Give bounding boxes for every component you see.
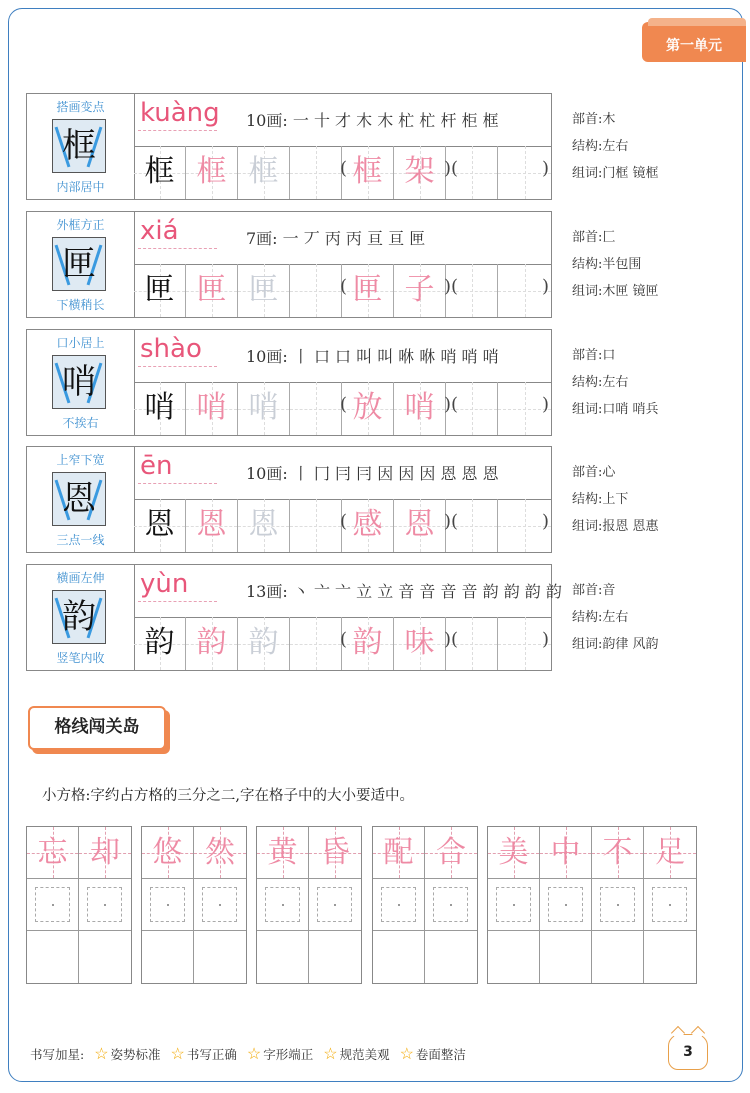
word-char-cell <box>309 827 361 879</box>
writing-cell[interactable] <box>394 146 446 199</box>
char-info <box>572 106 659 187</box>
writing-tip-bottom: 下横稍长 <box>56 298 105 312</box>
stroke-count: 13画: <box>246 582 288 601</box>
section-description: 小方格:字约占方格的三分之二,字在格子中的大小要适中。 <box>42 788 414 804</box>
cell-char: 子 <box>404 272 435 307</box>
stroke-sequence: 一 十 才 木 木 杧 杧 杆 柜 框 <box>292 111 499 130</box>
cell-char: 匣 <box>248 272 279 307</box>
writing-cell[interactable] <box>540 879 592 931</box>
model-char: 匣 <box>62 244 96 284</box>
model-char-box <box>52 472 106 526</box>
cell-char: 恩 <box>404 507 435 542</box>
stroke-order <box>246 579 562 602</box>
word-char-cell <box>540 827 592 879</box>
writing-cell[interactable] <box>186 382 238 435</box>
writing-cell[interactable] <box>342 264 394 317</box>
writing-cell[interactable] <box>186 146 238 199</box>
word-char: 昏 <box>320 835 350 870</box>
writing-cell[interactable] <box>394 499 446 552</box>
word-char: 却 <box>90 835 120 870</box>
word-examples: 组词:韵律 风韵 <box>572 637 659 652</box>
writing-cell[interactable] <box>309 931 361 983</box>
radical: 部首:匚 <box>572 230 616 245</box>
stroke-count: 10画: <box>246 111 288 130</box>
writing-tip-top: 上窄下宽 <box>56 453 105 467</box>
footer-item: 卷面整洁 <box>415 1047 466 1062</box>
word-group <box>487 826 697 984</box>
stroke-order <box>246 108 499 131</box>
writing-cell[interactable] <box>27 879 79 931</box>
writing-cell[interactable] <box>134 617 186 670</box>
writing-cell[interactable] <box>425 879 477 931</box>
writing-cell[interactable] <box>290 499 342 552</box>
writing-tip-bottom: 三点一线 <box>56 533 105 547</box>
stroke-order <box>246 226 425 249</box>
cell-char: 匣 <box>196 272 227 307</box>
page-number: 3 <box>668 1034 708 1070</box>
radical: 部首:木 <box>572 112 616 127</box>
stroke-order <box>246 344 499 367</box>
char-block <box>26 211 552 318</box>
pinyin: ēn <box>140 451 173 481</box>
writing-cell[interactable] <box>194 931 246 983</box>
stroke-count: 10画: <box>246 347 288 366</box>
cell-char: 恩 <box>144 507 175 542</box>
structure: 结构:上下 <box>572 492 629 507</box>
writing-tip-top: 外框方正 <box>56 218 105 232</box>
writing-cell[interactable] <box>257 879 309 931</box>
word-char: 不 <box>602 835 633 870</box>
writing-cell[interactable] <box>186 264 238 317</box>
cell-char: 框 <box>248 154 279 189</box>
writing-cell[interactable] <box>186 617 238 670</box>
writing-cell[interactable] <box>134 146 186 199</box>
cell-char: 恩 <box>248 507 279 542</box>
word-char: 足 <box>655 835 685 870</box>
writing-cell[interactable] <box>79 931 131 983</box>
word-char-cell <box>142 827 194 879</box>
char-info <box>572 342 659 423</box>
writing-cell[interactable] <box>309 879 361 931</box>
footer-item: 规范美观 <box>339 1047 390 1062</box>
cell-char: 韵 <box>352 625 383 660</box>
writing-cell[interactable] <box>342 499 394 552</box>
model-char: 恩 <box>62 479 96 519</box>
word-char-cell <box>194 827 246 879</box>
writing-cell[interactable] <box>290 146 342 199</box>
writing-tip-bottom: 竖笔内收 <box>56 651 105 665</box>
cell-char: 架 <box>404 154 435 189</box>
word-char: 美 <box>498 835 529 870</box>
writing-cell[interactable] <box>142 931 194 983</box>
word-char-cell <box>79 827 131 879</box>
writing-grid: 框 框 框 框 架 ( )( ) <box>134 146 551 199</box>
word-group <box>26 826 132 984</box>
word-char: 忘 <box>37 835 68 870</box>
word-char-cell <box>488 827 540 879</box>
stroke-count: 10画: <box>246 464 288 483</box>
char-block <box>26 93 552 200</box>
writing-cell[interactable] <box>142 879 194 931</box>
word-char-cell <box>27 827 79 879</box>
cell-char: 匣 <box>352 272 383 307</box>
pinyin-stroke-row <box>134 212 551 265</box>
char-tip-panel <box>27 94 135 199</box>
word-examples: 组词:口哨 哨兵 <box>572 402 659 417</box>
writing-cell[interactable] <box>540 931 592 983</box>
cell-char: 韵 <box>196 625 227 660</box>
writing-cell[interactable] <box>342 617 394 670</box>
cell-char: 框 <box>144 154 175 189</box>
word-examples: 组词:木匣 镜匣 <box>572 284 659 299</box>
writing-tip-top: 横画左伸 <box>56 571 105 585</box>
writing-cell[interactable] <box>290 264 342 317</box>
writing-grid: 恩 恩 恩 感 恩 ( )( ) <box>134 499 551 552</box>
writing-cell[interactable] <box>194 879 246 931</box>
char-block <box>26 329 552 436</box>
writing-cell[interactable] <box>394 617 446 670</box>
footer-label: 书写加星: <box>30 1047 85 1062</box>
writing-cell[interactable] <box>373 931 425 983</box>
char-tip-panel <box>27 447 135 552</box>
cell-char: 味 <box>404 625 435 660</box>
writing-cell[interactable] <box>238 146 290 199</box>
word-char-cell <box>644 827 696 879</box>
stroke-sequence: 丨 口 口 叫 叫 咻 咻 哨 哨 哨 <box>292 347 499 366</box>
writing-cell[interactable] <box>342 382 394 435</box>
writing-grid: 韵 韵 韵 韵 味 ( )( ) <box>134 617 551 670</box>
writing-tip-bottom: 不挨右 <box>62 416 99 430</box>
structure: 结构:半包围 <box>572 257 642 272</box>
footer-item: 姿势标准 <box>110 1047 161 1062</box>
footer-stars <box>30 1044 466 1063</box>
cell-char: 哨 <box>248 390 279 425</box>
cell-char: 放 <box>352 390 383 425</box>
structure: 结构:左右 <box>572 139 629 154</box>
pinyin-stroke-row <box>134 447 551 500</box>
cell-char: 哨 <box>404 390 435 425</box>
writing-cell[interactable] <box>394 382 446 435</box>
word-group <box>372 826 478 984</box>
writing-cell[interactable] <box>592 931 644 983</box>
word-char: 中 <box>550 835 581 870</box>
model-char-box <box>52 237 106 291</box>
writing-cell[interactable] <box>488 879 540 931</box>
writing-tip-top: 口小居上 <box>56 336 105 350</box>
word-char-cell <box>257 827 309 879</box>
word-char-cell <box>425 827 477 879</box>
model-char-box <box>52 119 106 173</box>
cell-char: 框 <box>196 154 227 189</box>
radical: 部首:音 <box>572 583 616 598</box>
writing-cell[interactable] <box>644 931 696 983</box>
radical: 部首:口 <box>572 348 616 363</box>
footer-item: 字形端正 <box>263 1047 314 1062</box>
writing-grid: 哨 哨 哨 放 哨 ( )( ) <box>134 382 551 435</box>
cell-char: 哨 <box>144 390 175 425</box>
word-char: 合 <box>436 835 466 870</box>
star-icon[interactable]: ☆ <box>170 1044 185 1063</box>
star-icon[interactable]: ☆ <box>399 1044 414 1063</box>
writing-cell[interactable] <box>134 382 186 435</box>
cell-char: 韵 <box>248 625 279 660</box>
writing-tip-bottom: 内部居中 <box>56 180 105 194</box>
cell-char: 匣 <box>144 272 175 307</box>
cell-char: 感 <box>352 507 383 542</box>
writing-cell[interactable] <box>27 931 79 983</box>
writing-cell[interactable] <box>342 146 394 199</box>
word-group <box>256 826 362 984</box>
word-char: 黄 <box>267 835 298 870</box>
writing-cell[interactable] <box>290 382 342 435</box>
writing-cell[interactable] <box>644 879 696 931</box>
word-examples: 组词:报恩 恩惠 <box>572 519 659 534</box>
unit-tab: 第一单元 <box>642 22 746 62</box>
pinyin-stroke-row <box>134 565 562 618</box>
word-char-cell <box>373 827 425 879</box>
cell-char: 恩 <box>196 507 227 542</box>
star-icon[interactable]: ☆ <box>246 1044 262 1063</box>
char-block <box>26 446 552 553</box>
word-examples: 组词:门框 镜框 <box>572 166 659 181</box>
writing-cell[interactable] <box>238 617 290 670</box>
char-info <box>572 459 659 540</box>
writing-tip-top: 搭画变点 <box>56 100 105 114</box>
char-info <box>572 224 659 305</box>
writing-cell[interactable] <box>425 931 477 983</box>
writing-cell[interactable] <box>238 499 290 552</box>
model-char: 框 <box>62 126 96 166</box>
char-tip-panel <box>27 212 135 317</box>
radical: 部首:心 <box>572 465 616 480</box>
cell-char: 框 <box>352 154 383 189</box>
pinyin-stroke-row <box>134 330 551 383</box>
model-char-box <box>52 355 106 409</box>
writing-cell[interactable] <box>373 879 425 931</box>
writing-cell[interactable] <box>79 879 131 931</box>
model-char: 韵 <box>62 597 96 637</box>
writing-cell[interactable] <box>238 382 290 435</box>
writing-grid: 匣 匣 匣 匣 子 ( )( ) <box>134 264 551 317</box>
model-char: 哨 <box>62 362 96 402</box>
writing-cell[interactable] <box>186 499 238 552</box>
writing-cell[interactable] <box>592 879 644 931</box>
char-info <box>572 577 659 658</box>
stroke-count: 7画: <box>246 229 278 248</box>
word-char-cell <box>592 827 644 879</box>
pinyin: yùn <box>140 569 189 599</box>
stroke-sequence: 丨 冂 冃 冃 因 因 因 恩 恩 恩 <box>292 464 499 483</box>
writing-cell[interactable] <box>394 264 446 317</box>
model-char-box <box>52 590 106 644</box>
writing-cell[interactable] <box>238 264 290 317</box>
writing-cell[interactable] <box>488 931 540 983</box>
word-char: 配 <box>383 835 414 870</box>
pinyin: kuàng <box>140 98 220 128</box>
star-icon[interactable]: ☆ <box>94 1044 109 1063</box>
cell-char: 哨 <box>196 390 227 425</box>
cell-char: 韵 <box>144 625 175 660</box>
pinyin-stroke-row <box>134 94 551 147</box>
footer-item: 书写正确 <box>186 1047 237 1062</box>
structure: 结构:左右 <box>572 610 629 625</box>
stroke-order <box>246 461 499 484</box>
word-group <box>141 826 247 984</box>
char-tip-panel <box>27 565 135 670</box>
pinyin: shào <box>140 334 202 364</box>
section-title: 格线闯关岛 <box>28 706 166 750</box>
writing-cell[interactable] <box>257 931 309 983</box>
writing-cell[interactable] <box>290 617 342 670</box>
stroke-sequence: 一 丆 丙 丙 亘 亘 匣 <box>282 229 426 248</box>
char-tip-panel <box>27 330 135 435</box>
pinyin: xiá <box>140 216 179 246</box>
stroke-sequence: 丶 亠 亠 立 立 音 音 音 音 韵 韵 韵 韵 <box>292 582 562 601</box>
star-icon[interactable]: ☆ <box>323 1044 338 1063</box>
writing-cell[interactable] <box>134 264 186 317</box>
structure: 结构:左右 <box>572 375 629 390</box>
char-block <box>26 564 562 671</box>
word-char: 然 <box>205 835 235 870</box>
writing-cell[interactable] <box>134 499 186 552</box>
word-char: 悠 <box>152 835 183 870</box>
